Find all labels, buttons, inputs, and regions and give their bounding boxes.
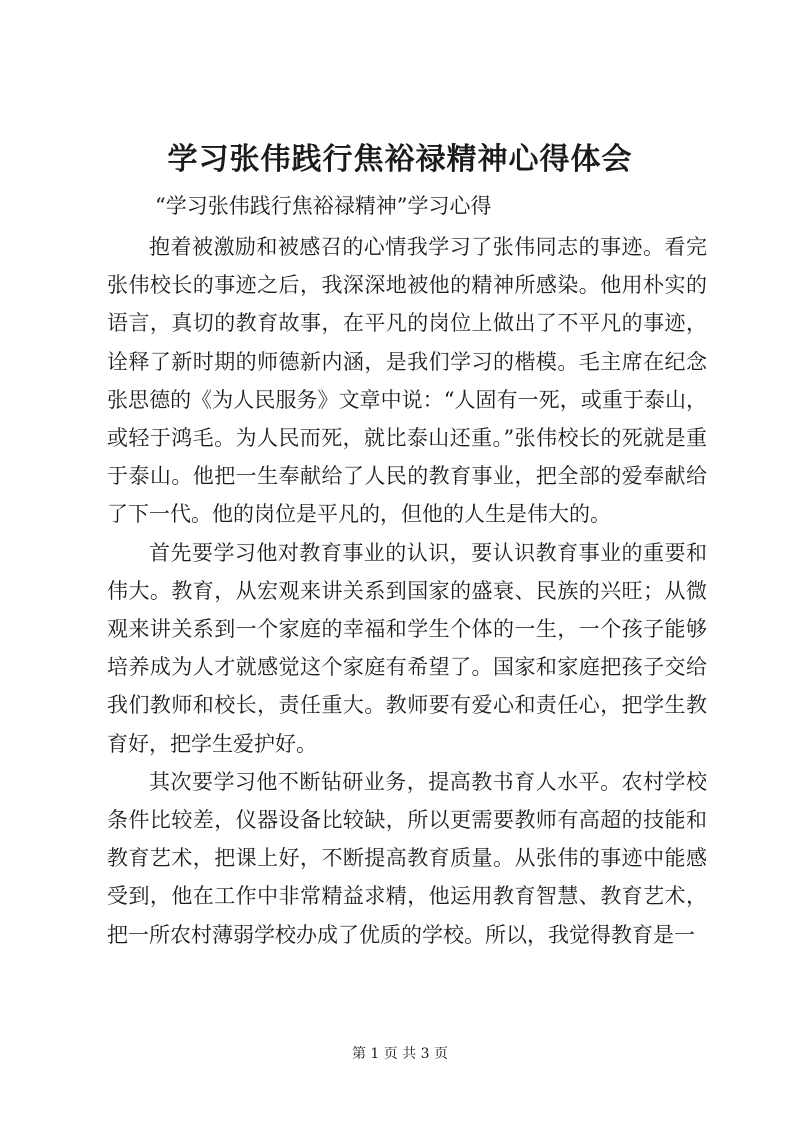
page-number-footer: 第 1 页 共 3 页 bbox=[351, 1046, 449, 1062]
body-paragraph-2: 首先要学习他对教育事业的认识，要认识教育事业的重要和伟大。教育，从宏观来讲关系到国家的盛衰、民族的兴旺；从微观来讲关系到一个家庭的幸福和学生个体的一生，一个孩子能够培养成为人才就感觉这个家庭有希望了。国家和家庭把孩子交给我们教师和校长，责任重大。教师要有爱心和责任心，把学生教育好，把学生爱护好。 bbox=[107, 540, 707, 756]
body-paragraph-1: 抱着被激励和被感召的心情我学习了张伟同志的事迹。看完张伟校长的事迹之后，我深深地被他的精神所感染。他用朴实的语言，真切的教育故事，在平凡的岗位上做出了不平凡的事迹，诠释了新时期的师德新内涵，是我们学习的楷模。毛主席在纪念张思德的《为人民服务》文章中说：“人固有一死，或重于泰山，或轻于鸿毛。为人民而死，就比泰山还重。”张伟校长的死就是重于泰山。他把一生奉献给了人民的教育事业，把全部的爱奉献给了下一代。他的岗位是平凡的，但他的人生是伟大的。 bbox=[107, 235, 707, 527]
document-title: 学习张伟践行焦裕禄精神心得体会 bbox=[167, 142, 633, 177]
document-subtitle: “学习张伟践行焦裕禄精神”学习心得 bbox=[155, 194, 492, 218]
body-paragraph-3: 其次要学习他不断钻研业务，提高教书育人水平。农村学校条件比较差，仪器设备比较缺，所以更需要教师有高超的技能和教育艺术，把课上好，不断提高教育质量。从张伟的事迹中能感受到，他在工作中非常精益求精，他运用教育智慧、教育艺术，把一所农村薄弱学校办成了优质的学校。所以，我觉得教育是一 bbox=[107, 769, 707, 947]
document-body bbox=[107, 228, 707, 954]
